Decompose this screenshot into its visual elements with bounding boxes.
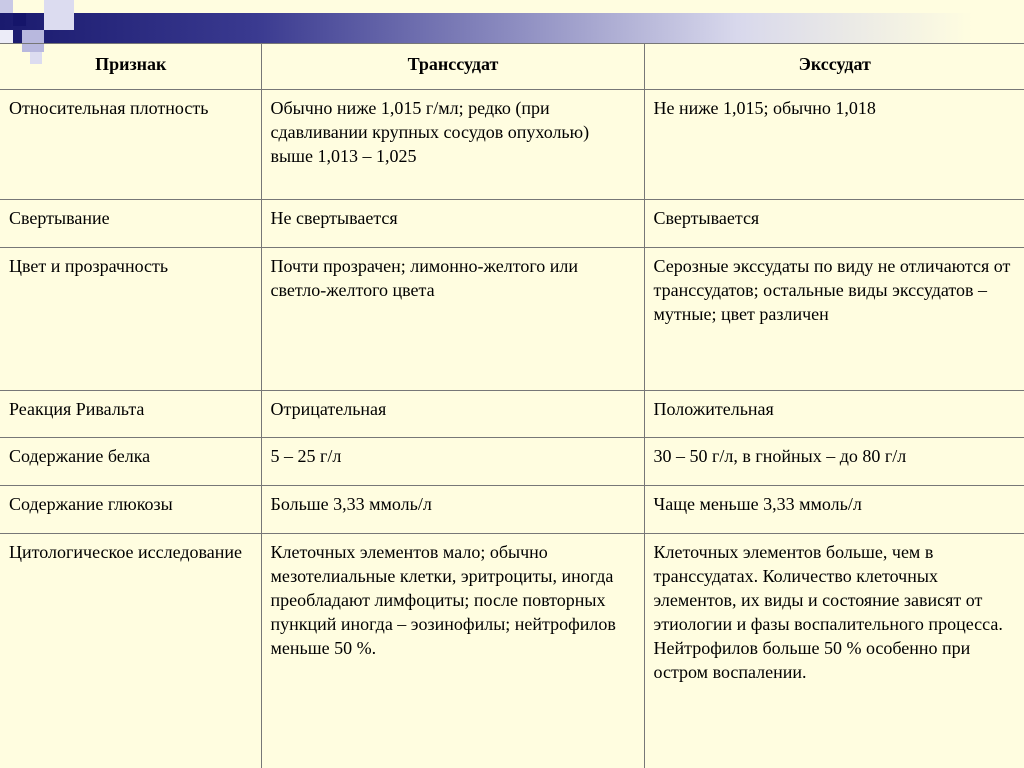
cell-exudate: Клеточных элементов больше, чем в транссудатах. Количество клеточных элементов, их виды и состояние зависят от этиологии и фазы воспалительного процесса. Нейтрофилов больше 50 % особенно при остром воспалении. <box>644 534 1024 768</box>
cell-feature: Относительная плотность <box>0 90 261 200</box>
decorative-square <box>0 0 13 13</box>
header-cell-feature: Признак <box>0 44 261 90</box>
cell-exudate: Чаще меньше 3,33 ммоль/л <box>644 486 1024 534</box>
table-row <box>0 486 1024 534</box>
table-row <box>0 200 1024 248</box>
cell-transudate: Не свертывается <box>261 200 644 248</box>
cell-transudate: Обычно ниже 1,015 г/мл; редко (при сдавливании крупных сосудов опухолью) выше 1,013 – 1,025 <box>261 90 644 200</box>
cell-transudate: Больше 3,33 ммоль/л <box>261 486 644 534</box>
table-header-row <box>0 44 1024 90</box>
cell-feature: Цвет и прозрачность <box>0 248 261 391</box>
decorative-square <box>0 30 13 43</box>
cell-exudate: Серозные экссудаты по виду не отличаются от транссудатов; остальные виды экссудатов – мутные; цвет различен <box>644 248 1024 391</box>
decorative-square <box>13 13 26 26</box>
cell-exudate: Не ниже 1,015; обычно 1,018 <box>644 90 1024 200</box>
header-cell-exudate: Экссудат <box>644 44 1024 90</box>
cell-transudate: Клеточных элементов мало; обычно мезотелиальные клетки, эритроциты, иногда преобладают лимфоциты; после повторных пункций иногда – эозинофилы; нейтрофилов меньше 50 %. <box>261 534 644 768</box>
table-row <box>0 391 1024 438</box>
table-row <box>0 438 1024 486</box>
comparison-table <box>0 43 1024 768</box>
cell-feature: Содержание глюкозы <box>0 486 261 534</box>
header-gradient-bar <box>0 13 1024 43</box>
decorative-square <box>44 0 74 30</box>
cell-feature: Содержание белка <box>0 438 261 486</box>
cell-transudate: 5 – 25 г/л <box>261 438 644 486</box>
cell-exudate: Положительная <box>644 391 1024 438</box>
cell-exudate: Свертывается <box>644 200 1024 248</box>
table-row <box>0 248 1024 391</box>
table-row <box>0 90 1024 200</box>
cell-transudate: Отрицательная <box>261 391 644 438</box>
cell-exudate: 30 – 50 г/л, в гнойных – до 80 г/л <box>644 438 1024 486</box>
cell-transudate: Почти прозрачен; лимонно-желтого или светло-желтого цвета <box>261 248 644 391</box>
table-row <box>0 534 1024 768</box>
cell-feature: Свертывание <box>0 200 261 248</box>
cell-feature: Реакция Ривальта <box>0 391 261 438</box>
header-cell-transudate: Транссудат <box>261 44 644 90</box>
cell-feature: Цитологическое исследование <box>0 534 261 768</box>
